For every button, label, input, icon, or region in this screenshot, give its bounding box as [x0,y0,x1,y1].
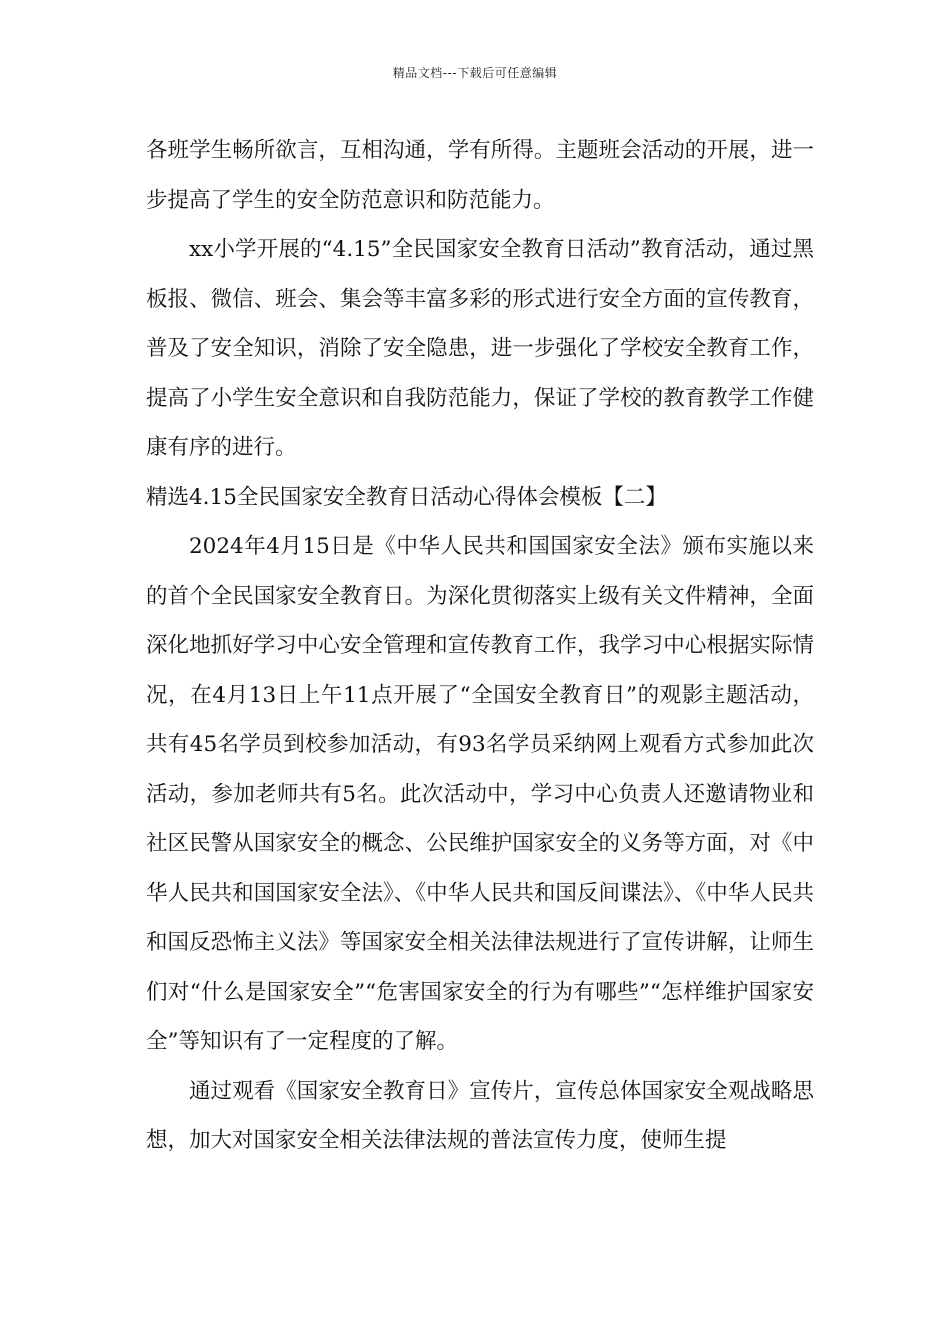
paragraph-school-activity: xx小学开展的“4.15”全民国家安全教育日活动”教育活动，通过黑板报、微信、班会、集会等丰富多彩的形式进行安全方面的宣传教育，普及了安全知识，消除了安全隐患，进一步强化了学校安全教育工作，提高了小学生安全意识和自我防范能力，保证了学校的教育教学工作健康有序的进行。 [146,237,814,460]
paragraph-learning-center: 2024年4月15日是《中华人民共和国国家安全法》颁布实施以来的首个全民国家安全教育日。为深化贯彻落实上级有关文件精神，全面深化地抓好学习中心安全管理和宣传教育工作，我学习中心根据实际情况，在4月13日上午11点开展了“全国安全教育日”的观影主题活动，共有45名学员到校参加活动，有93名学员采纳网上观看方式参加此次活动，参加老师共有5名。此次活动中，学习中心负责人还邀请物业和社区民警从国家安全的概念、公民维护国家安全的义务等方面，对《中华人民共和国国家安全法》、《中华人民共和国反间谍法》、《中华人民共和国反恐怖主义法》等国家安全相关法律法规进行了宣传讲解，让师生们对“什么是国家安全”“危害国家安全的行为有哪些”“怎样维护国家安全”等知识有了一定程度的了解。 [146,534,814,1054]
paragraph-video-promotion: 通过观看《国家安全教育日》宣传片，宣传总体国家安全观战略思想，加大对国家安全相关法律法规的普法宣传力度，使师生提 [146,1078,814,1153]
paragraph-continuation: 各班学生畅所欲言，互相沟通，学有所得。主题班会活动的开展，进一步提高了学生的安全防范意识和防范能力。 [146,138,814,213]
page-header: 精品文档---下载后可任意编辑 [392,66,558,80]
document-body [146,126,814,1166]
section-title: 精选4.15全民国家安全教育日活动心得体会模板【二】 [146,484,667,510]
